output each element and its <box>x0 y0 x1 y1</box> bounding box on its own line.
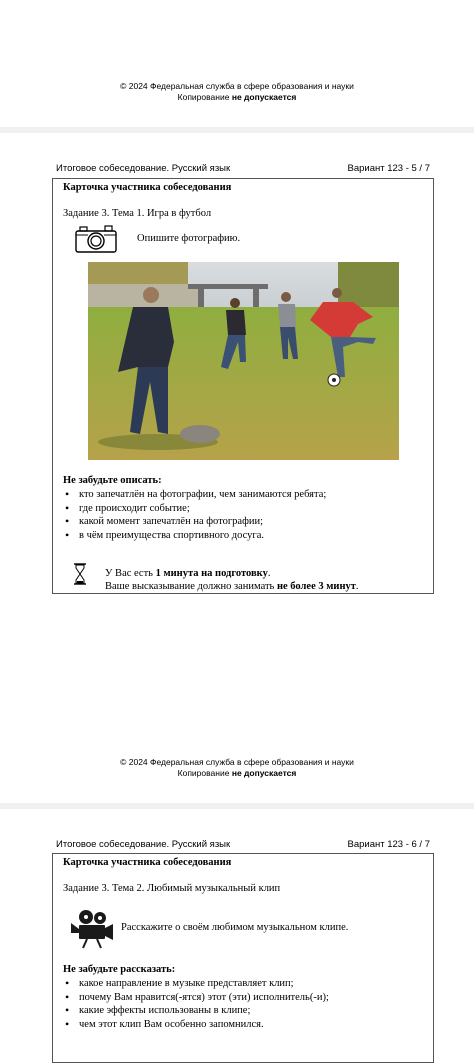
instruction-text: Опишите фотографию. <box>137 233 241 244</box>
prep-time: У Вас есть 1 минута на подготовку. <box>105 568 271 579</box>
hourglass-icon <box>73 563 87 585</box>
film-projector-icon <box>69 909 117 949</box>
copyright-footer <box>0 757 474 779</box>
list-item: • какой момент запечатлён на фотографии; <box>63 515 326 529</box>
copyright-line: © 2024 Федеральная служба в сфере образования и науки <box>120 757 354 767</box>
card-title: Карточка участника собеседования <box>63 857 232 868</box>
page-divider <box>0 127 474 133</box>
tell-list <box>63 977 329 1031</box>
describe-list <box>63 488 326 542</box>
list-item: • какие эффекты использованы в клипе; <box>63 1004 329 1018</box>
copy-notice: Копирование не допускается <box>177 92 297 102</box>
football-photo <box>88 262 399 460</box>
task-title: Задание 3. Тема 2. Любимый музыкальный клип <box>63 883 281 894</box>
card-title: Карточка участника собеседования <box>63 182 232 193</box>
page-divider <box>0 803 474 809</box>
list-item: • почему Вам нравится(-ятся) этот (эти) исполнитель(-и); <box>63 991 329 1005</box>
page-header <box>56 163 430 174</box>
variant-label: Вариант 123 - 6 / 7 <box>347 839 430 850</box>
remember-heading: Не забудьте рассказать: <box>63 964 176 975</box>
list-item: • где происходит событие; <box>63 502 326 516</box>
list-item: • в чём преимущества спортивного досуга. <box>63 529 326 543</box>
copy-notice: Копирование не допускается <box>177 768 297 778</box>
exam-title: Итоговое собеседование. Русский язык <box>56 839 231 850</box>
participant-card <box>52 853 434 1063</box>
list-item: • чем этот клип Вам особенно запомнился. <box>63 1018 329 1032</box>
copyright-line: © 2024 Федеральная служба в сфере образования и науки <box>120 81 354 91</box>
instruction-text: Расскажите о своём любимом музыкальном клипе. <box>121 922 349 933</box>
speech-limit: Ваше высказывание должно занимать не более 3 минут. <box>105 581 359 592</box>
copyright-footer <box>0 81 474 103</box>
remember-heading: Не забудьте описать: <box>63 475 162 486</box>
task-title: Задание 3. Тема 1. Игра в футбол <box>63 208 212 219</box>
participant-card <box>52 178 434 594</box>
list-item: • кто запечатлён на фотографии, чем занимаются ребята; <box>63 488 326 502</box>
list-item: • какое направление в музыке представляет клип; <box>63 977 329 991</box>
exam-title: Итоговое собеседование. Русский язык <box>56 163 231 174</box>
page-header <box>56 839 430 850</box>
variant-label: Вариант 123 - 5 / 7 <box>347 163 430 174</box>
camera-icon <box>75 224 117 254</box>
